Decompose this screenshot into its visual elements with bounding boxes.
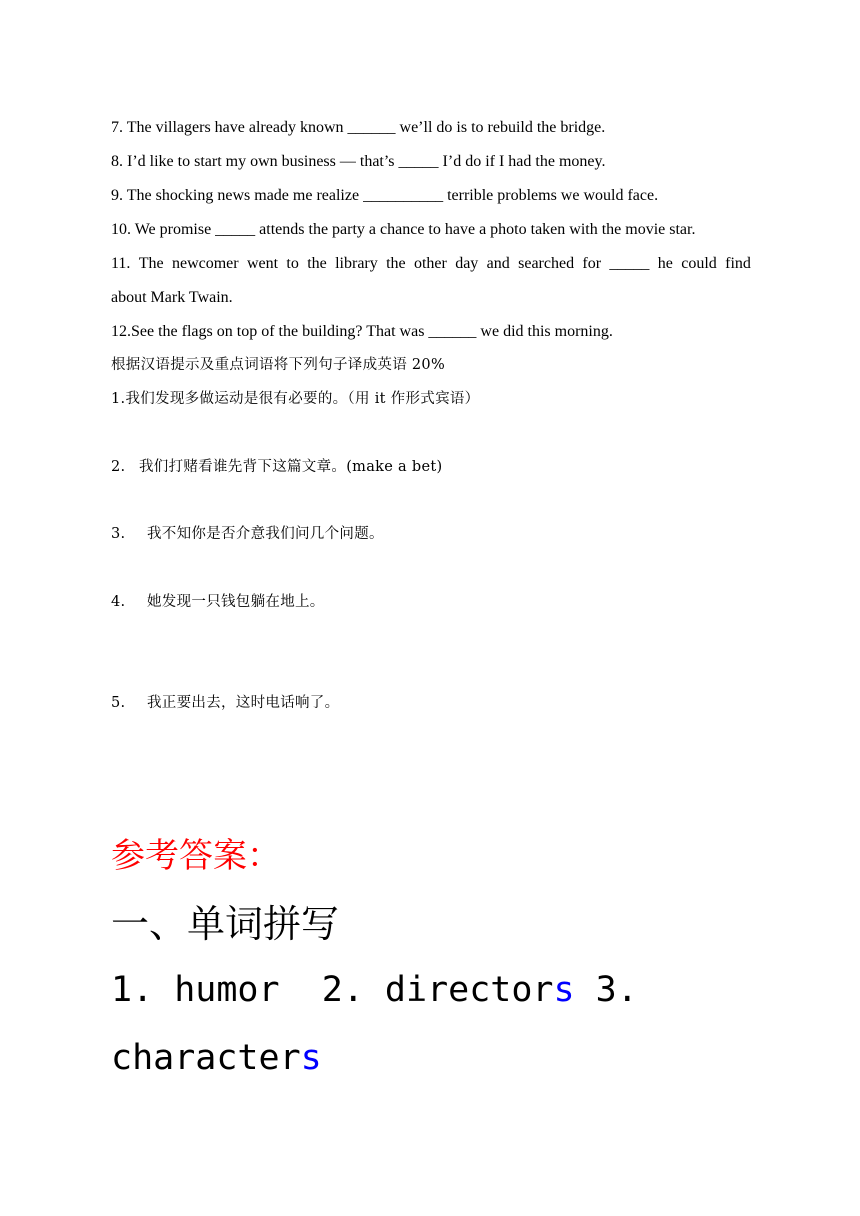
q11-word: the xyxy=(307,255,327,272)
q11-word: day xyxy=(455,255,479,272)
q11-word: could xyxy=(681,255,717,272)
question-8: 8. I’d like to start my own business — that’s _____ I’d do if I had the money. xyxy=(111,153,606,170)
q11-word: newcomer xyxy=(171,255,239,272)
answer-text: 1. humor 2. director xyxy=(111,970,554,1010)
translation-item-2 xyxy=(111,457,442,477)
q11-word: and xyxy=(486,255,510,272)
item-number: 1. xyxy=(111,391,126,407)
item-number: 4. xyxy=(111,594,126,610)
q11-word: he xyxy=(657,255,673,272)
translation-item-4 xyxy=(111,592,325,612)
q11-word: went xyxy=(246,255,279,272)
q11-word: searched xyxy=(518,255,575,272)
question-11-continuation: about Mark Twain. xyxy=(111,289,233,306)
translation-item-3 xyxy=(111,524,384,544)
item-text: 我们发现多做运动是很有必要的。（用 it 作形式宾语） xyxy=(125,391,480,407)
q11-word: The xyxy=(138,255,164,272)
translation-item-1 xyxy=(111,389,479,409)
item-number: 3. xyxy=(111,526,126,542)
answer-line-2 xyxy=(111,1034,322,1082)
answer-word: character xyxy=(111,1038,301,1078)
answer-key-heading: 参考答案： xyxy=(111,836,281,876)
q11-word: the xyxy=(386,255,406,272)
translation-item-5 xyxy=(111,693,339,713)
q11-word: 11. xyxy=(111,255,131,272)
item-text: 我不知你是否介意我们问几个问题。 xyxy=(147,526,384,542)
item-text: 我正要出去，这时电话响了。 xyxy=(147,695,340,711)
question-9: 9. The shocking news made me realize __________ terrible problems we would face. xyxy=(111,187,659,204)
q11-word: find xyxy=(725,255,751,272)
q11-word: to xyxy=(286,255,299,272)
answer-text: 3. xyxy=(574,970,638,1010)
translation-heading: 根据汉语提示及重点词语将下列句子译成英语 20% xyxy=(111,357,446,373)
question-10: 10. We promise _____ attends the party a chance to have a photo taken with the movie star. xyxy=(111,221,696,238)
item-number: 2. xyxy=(111,459,126,475)
plural-suffix: s xyxy=(300,1038,322,1078)
q11-word: library xyxy=(335,255,378,272)
item-text: 我们打赌看谁先背下这篇文章。(make a bet) xyxy=(139,459,443,475)
question-11 xyxy=(111,254,751,274)
question-7: 7. The villagers have already known ______ we’ll do is to rebuild the bridge. xyxy=(111,119,606,136)
answer-line-1 xyxy=(111,966,638,1014)
question-12: 12.See the flags on top of the building? That was ______ we did this morning. xyxy=(111,323,613,340)
q11-word: _____ xyxy=(609,255,650,272)
item-number: 5. xyxy=(111,695,126,711)
item-text: 她发现一只钱包躺在地上。 xyxy=(147,594,325,610)
q11-word: for xyxy=(582,255,602,272)
section-title: 一、单词拼写 xyxy=(111,902,340,946)
q11-word: other xyxy=(413,255,447,272)
plural-suffix: s xyxy=(553,970,575,1010)
